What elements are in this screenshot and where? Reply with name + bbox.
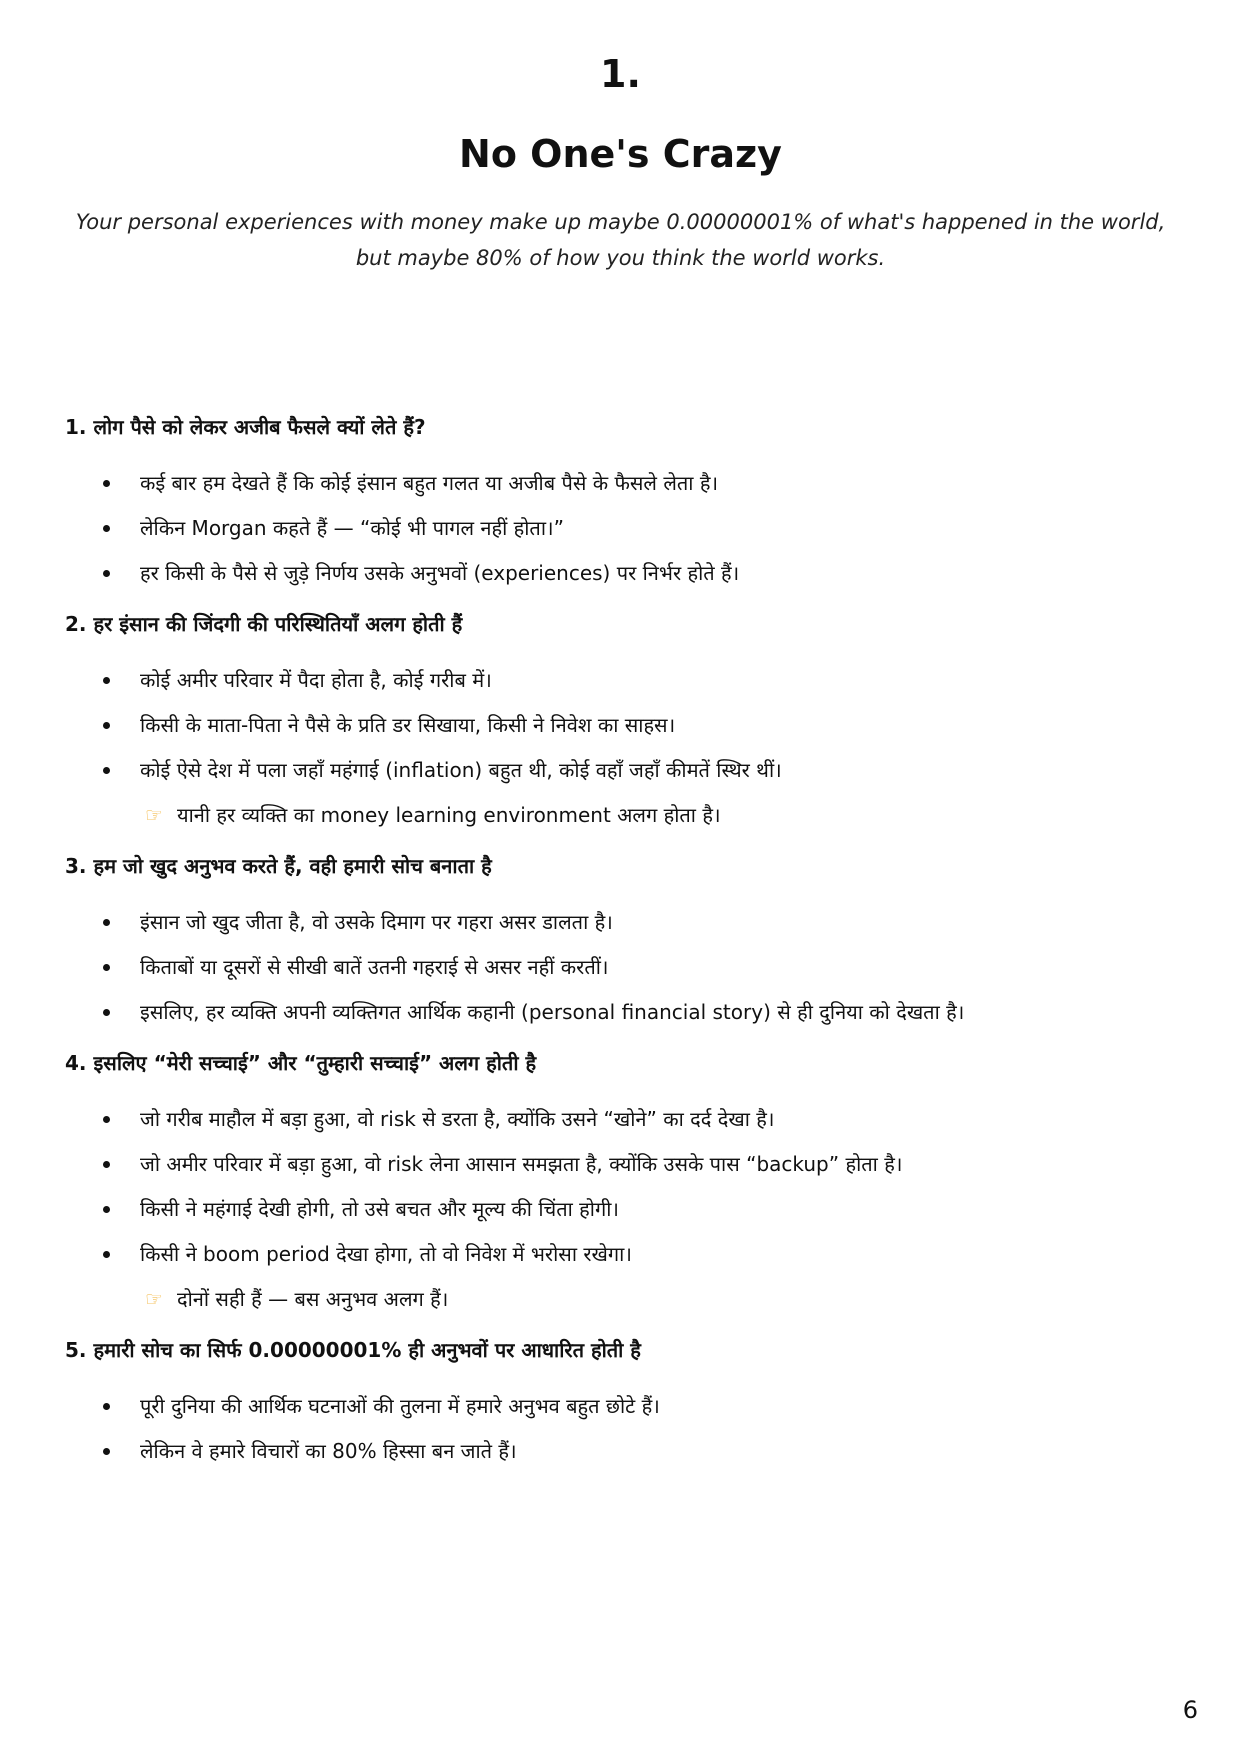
list-item: [65, 1194, 1185, 1224]
bullet-list: [65, 1391, 1185, 1466]
epigraph-line-1: Your personal experiences with money make up maybe 0.00000001% of what's happened in the world,: [75, 210, 1166, 234]
bullet-list: [65, 468, 1185, 588]
page-number: 6: [1182, 1696, 1198, 1724]
chapter-content: [65, 412, 1185, 1487]
bullet-icon: [103, 525, 110, 532]
section-4: [65, 1048, 1185, 1314]
note-text: यानी हर व्यक्ति का money learning environment अलग होता है।: [177, 803, 721, 827]
list-item-text: कोई अमीर परिवार में पैदा होता है, कोई गरीब में।: [140, 668, 492, 692]
list-item: [65, 907, 1185, 937]
epigraph: [60, 204, 1181, 276]
section-heading: 3. हम जो खुद अनुभव करते हैं, वही हमारी सोच बनाता है: [65, 854, 492, 878]
section-5: [65, 1335, 1185, 1466]
list-item-text: हर किसी के पैसे से जुड़े निर्णय उसके अनुभवों (experiences) पर निर्भर होते हैं।: [140, 561, 740, 585]
bullet-icon: [103, 1009, 110, 1016]
list-item-text: किसी ने महंगाई देखी होगी, तो उसे बचत और मूल्य की चिंता होगी।: [140, 1197, 619, 1221]
list-item-text: कोई ऐसे देश में पला जहाँ महंगाई (inflation) बहुत थी, कोई वहाँ जहाँ कीमतें स्थिर थीं।: [140, 758, 782, 782]
list-item: [65, 710, 1185, 740]
note: [65, 800, 1185, 830]
section-2: [65, 609, 1185, 830]
section-1: [65, 412, 1185, 588]
bullet-icon: [103, 1161, 110, 1168]
list-item-text: लेकिन Morgan कहते हैं — “कोई भी पागल नहीं होता।”: [140, 516, 564, 540]
section-heading: 4. इसलिए “मेरी सच्चाई” और “तुम्हारी सच्चाई” अलग होती है: [65, 1051, 537, 1075]
bullet-icon: [103, 1206, 110, 1213]
list-item: [65, 1436, 1185, 1466]
pointing-hand-icon: ☞: [145, 1287, 163, 1311]
section-heading: 1. लोग पैसे को लेकर अजीब फैसले क्यों लेते हैं?: [65, 415, 426, 439]
list-item-text: किताबों या दूसरों से सीखी बातें उतनी गहराई से असर नहीं करतीं।: [140, 955, 609, 979]
section-3: [65, 851, 1185, 1027]
chapter-number: 1.: [600, 52, 641, 96]
pointing-hand-icon: ☞: [145, 803, 163, 827]
chapter-title: No One's Crazy: [459, 132, 782, 176]
list-item: [65, 1149, 1185, 1179]
list-item-text: पूरी दुनिया की आर्थिक घटनाओं की तुलना में हमारे अनुभव बहुत छोटे हैं।: [140, 1394, 660, 1418]
list-item: [65, 558, 1185, 588]
list-item: [65, 665, 1185, 695]
list-item: [65, 513, 1185, 543]
bullet-icon: [103, 1116, 110, 1123]
list-item-text: जो गरीब माहौल में बड़ा हुआ, वो risk से डरता है, क्योंकि उसने “खोने” का दर्द देखा है।: [140, 1107, 775, 1131]
list-item-text: किसी ने boom period देखा होगा, तो वो निवेश में भरोसा रखेगा।: [140, 1242, 632, 1266]
bullet-icon: [103, 767, 110, 774]
bullet-list: [65, 665, 1185, 785]
bullet-icon: [103, 722, 110, 729]
list-item-text: इंसान जो खुद जीता है, वो उसके दिमाग पर गहरा असर डालता है।: [140, 910, 613, 934]
bullet-icon: [103, 919, 110, 926]
list-item: [65, 755, 1185, 785]
bullet-icon: [103, 677, 110, 684]
bullet-icon: [103, 1448, 110, 1455]
bullet-icon: [103, 1251, 110, 1258]
list-item: [65, 997, 1185, 1027]
bullet-icon: [103, 964, 110, 971]
list-item: [65, 1239, 1185, 1269]
note: [65, 1284, 1185, 1314]
list-item-text: कई बार हम देखते हैं कि कोई इंसान बहुत गलत या अजीब पैसे के फैसले लेता है।: [140, 471, 719, 495]
list-item: [65, 952, 1185, 982]
note-text: दोनों सही हैं — बस अनुभव अलग हैं।: [177, 1287, 449, 1311]
bullet-icon: [103, 480, 110, 487]
list-item-text: जो अमीर परिवार में बड़ा हुआ, वो risk लेना आसान समझता है, क्योंकि उसके पास “backup” होता है।: [140, 1152, 903, 1176]
list-item-text: किसी के माता-पिता ने पैसे के प्रति डर सिखाया, किसी ने निवेश का साहस।: [140, 713, 676, 737]
bullet-icon: [103, 1403, 110, 1410]
section-heading: 5. हमारी सोच का सिर्फ 0.00000001% ही अनुभवों पर आधारित होती है: [65, 1338, 641, 1362]
list-item: [65, 468, 1185, 498]
bullet-list: [65, 1104, 1185, 1269]
list-item: [65, 1391, 1185, 1421]
epigraph-line-2: but maybe 80% of how you think the world works.: [355, 246, 886, 270]
list-item-text: लेकिन वे हमारे विचारों का 80% हिस्सा बन जाते हैं।: [140, 1439, 517, 1463]
bullet-list: [65, 907, 1185, 1027]
list-item: [65, 1104, 1185, 1134]
bullet-icon: [103, 570, 110, 577]
section-heading: 2. हर इंसान की जिंदगी की परिस्थितियाँ अलग होती हैं: [65, 612, 463, 636]
list-item-text: इसलिए, हर व्यक्ति अपनी व्यक्तिगत आर्थिक कहानी (personal financial story) से ही दुनिया को देखता है।: [140, 1000, 965, 1024]
